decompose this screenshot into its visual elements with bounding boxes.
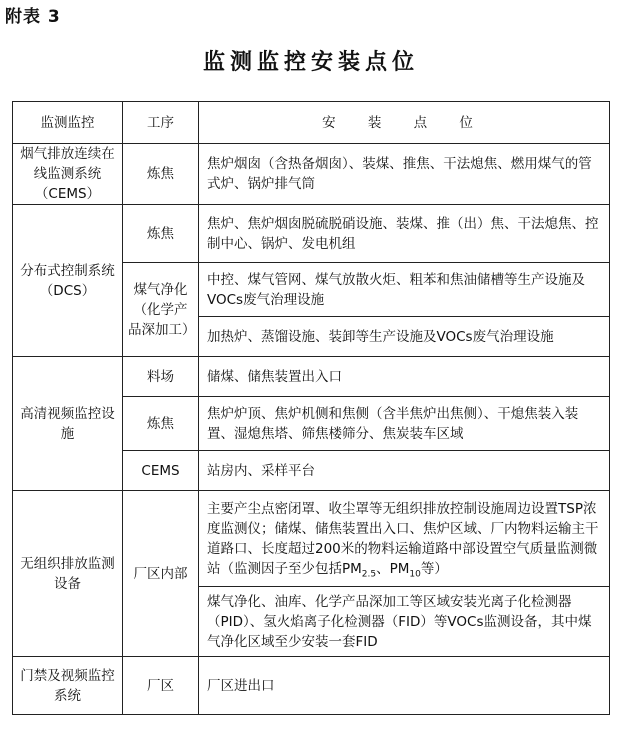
location-cell: 厂区进出口 (199, 657, 610, 715)
process-cell: 料场 (123, 357, 199, 397)
category-cell: 烟气排放连续在线监测系统（CEMS） (13, 144, 123, 205)
category-cell: 门禁及视频监控系统 (13, 657, 123, 715)
process-cell: 炼焦 (123, 205, 199, 263)
location-text-part1: 主要产尘点密闭罩、收尘罩等无组织排放控制设施周边设置TSP浓度监测仪；储煤、储焦装置出入口、焦炉区域、厂内物料运输主干道路口、长度超过200米的物料运输道路中部设置空气质量监测微站（监测因子至少包括 (207, 500, 599, 577)
location-cell: 中控、煤气管网、煤气放散火炬、粗苯和焦油储槽等生产设施及VOCs废气治理设施 (199, 263, 610, 317)
location-cell: 站房内、采样平台 (199, 451, 610, 491)
process-cell: 厂区 (123, 657, 199, 715)
location-cell: 储煤、储焦装置出入口 (199, 357, 610, 397)
location-cell: 煤气净化、油库、化学产品深加工等区域安装光离子化检测器（PID）、氢火焰离子化检测器（FID）等VOCs监测设备，其中煤气净化区域至少安装一套FID (199, 587, 610, 657)
location-cell: 焦炉炉顶、焦炉机侧和焦侧（含半焦炉出焦侧）、干熄焦装入装置、湿熄焦塔、筛焦楼筛分、焦炭装车区域 (199, 397, 610, 451)
process-cell: 厂区内部 (123, 491, 199, 657)
header-location: 安 装 点 位 (199, 102, 610, 144)
page-title: 监测监控安装点位 (202, 50, 419, 75)
process-cell: 炼焦 (123, 397, 199, 451)
process-cell: 炼焦 (123, 144, 199, 205)
header-category: 监测监控 (13, 102, 123, 144)
location-text-end: 等） (420, 560, 448, 577)
category-cell: 高清视频监控设施 (13, 357, 123, 491)
table-row (13, 357, 610, 397)
pm10-subscript: 10 (409, 569, 421, 580)
table-row (13, 491, 610, 587)
header-process: 工序 (123, 102, 199, 144)
monitoring-table (12, 101, 610, 715)
location-cell: 加热炉、蒸馏设施、装卸等生产设施及VOCs废气治理设施 (199, 317, 610, 357)
location-text-pm25: PM (342, 560, 362, 577)
pm25-subscript: 2.5 (361, 569, 377, 580)
location-cell (199, 491, 610, 587)
location-text-sep: 、PM (376, 560, 410, 577)
category-cell: 分布式控制系统（DCS） (13, 205, 123, 357)
category-cell: 无组织排放监测设备 (13, 491, 123, 657)
location-cell: 焦炉烟囱（含热备烟囱）、装煤、推焦、干法熄焦、燃用煤气的管式炉、锅炉排气筒 (199, 144, 610, 205)
table-row (13, 144, 610, 205)
process-cell: CEMS (123, 451, 199, 491)
table-row (13, 657, 610, 715)
header-row (13, 102, 610, 144)
location-cell: 焦炉、焦炉烟囱脱硫脱硝设施、装煤、推（出）焦、干法熄焦、控制中心、锅炉、发电机组 (199, 205, 610, 263)
process-cell: 煤气净化（化学产品深加工） (123, 263, 199, 357)
appendix-label: 附表 3 (5, 7, 61, 27)
table-row (13, 205, 610, 263)
